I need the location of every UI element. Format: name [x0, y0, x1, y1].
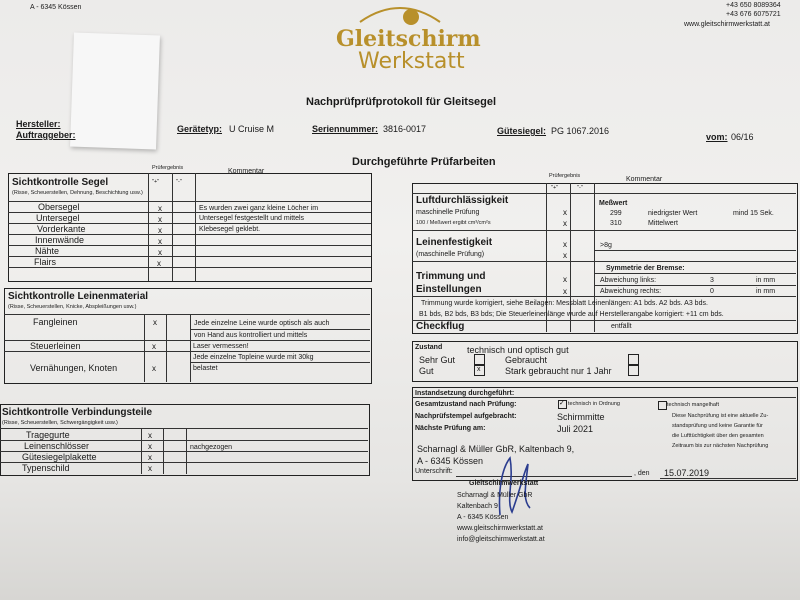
vom-value: 06/16: [731, 132, 754, 142]
zustand-sehr-gut: Sehr Gut: [419, 355, 456, 365]
disclaimer-line: Zeitraum bis zur nächsten Nachprüfung: [672, 443, 769, 449]
links-unit: in mm: [756, 277, 776, 284]
opt-in-ordnung-checkbox[interactable]: [558, 400, 567, 409]
zustand-gut: Gut: [419, 366, 434, 376]
luft-value-2: 310: [610, 220, 622, 227]
messwert-label: Meßwert: [599, 200, 628, 207]
page-title: Nachprüfprüfprotokoll für Gleitsegel: [306, 96, 497, 108]
leinen-subtitle: (Risse, Scheuerstellen, Knicke, Abspleißungen usw.): [8, 304, 137, 310]
luft-value-1-desc: niedrigster Wert: [648, 210, 698, 217]
rechts-label: Abweichung rechts:: [600, 288, 662, 295]
section-title: Durchgeführte Prüfarbeiten: [352, 156, 496, 168]
festigkeit-title: Leinenfestigkeit: [416, 237, 493, 248]
stamp-line: Scharnagl & Müller GbR: [457, 492, 533, 499]
segel-title: Sichtkontrolle Segel: [12, 177, 109, 188]
festigkeit-mark-1: x: [563, 240, 567, 249]
sticky-note-cover: [70, 33, 160, 150]
company-address: A - 6345 Kössen: [30, 4, 82, 11]
stempel-label: Nachprüfstempel aufgebracht:: [415, 413, 517, 420]
instand-company: Scharnagl & Müller GbR, Kaltenbach 9,: [417, 444, 575, 454]
disclaimer-line: die Lufttüchtigkeit über den gesamten: [672, 433, 764, 439]
trimmung-mark-2: x: [563, 287, 567, 296]
company-logo: [300, 0, 500, 80]
auftraggeber-label: Auftraggeber:: [16, 130, 76, 140]
opt-in-ordnung: technisch in Ordnung: [568, 401, 620, 407]
symmetrie-label: Symmetrie der Bremse:: [606, 265, 685, 272]
trimmung-note-2: B1 bds, B2 bds, B3 bds; Die Steuerleinenlänge wurde auf Herstellerangabe korrigiert: +11 cm bds.: [419, 311, 724, 318]
logo-line-1: Gleitschirm: [336, 26, 481, 52]
zustand-stark: Stark gebraucht nur 1 Jahr: [505, 366, 612, 376]
instand-title: Instandsetzung durchgeführt:: [415, 390, 515, 397]
stempel-value: Schirmmitte: [557, 412, 605, 422]
disclaimer-line: Diese Nachprüfung ist eine aktuelle Zu-: [672, 413, 769, 419]
zustand-stark-checkbox[interactable]: [628, 365, 639, 376]
zustand-header: technisch und optisch gut: [467, 345, 569, 355]
geraetetyp-label: Gerätetyp:: [177, 124, 223, 134]
luft-mark-2: x: [563, 219, 567, 228]
disclaimer-line: standsprüfung und keine Garantie für: [672, 423, 763, 429]
festigkeit-sub: (maschinelle Prüfung): [416, 251, 485, 258]
luft-sub2: 100 / Meßwert ergibt cm³/cm²s: [416, 220, 491, 226]
zustand-label: Zustand: [415, 344, 443, 351]
rechts-unit: in mm: [756, 288, 776, 295]
trimmung-mark-1: x: [563, 275, 567, 284]
naechste-label: Nächste Prüfung am:: [415, 425, 486, 432]
zustand-gebraucht: Gebraucht: [505, 355, 548, 365]
stamp-line: Gleitschirmwerkstatt: [469, 480, 539, 487]
stamp-line: www.gleitschirmwerkstatt.at: [457, 525, 543, 532]
left-minus: "-": [176, 179, 182, 185]
zustand-gebraucht-checkbox[interactable]: [628, 354, 639, 365]
check-icon: ✓: [559, 400, 565, 407]
links-value: 3: [710, 277, 714, 284]
left-kommentar-header: Kommentar: [228, 168, 265, 175]
left-pruefergebnis: Prüfergebnis: [152, 165, 184, 171]
seriennummer-value: 3816-0017: [383, 124, 427, 134]
trimmung-note-1: Trimmung wurde korrigiert, siehe Beilagen: Messblatt Leinenlängen: A1 bds. A2 bds. A3 bds.: [421, 300, 708, 307]
naechste-value: Juli 2021: [557, 424, 594, 434]
guetesiegel-label: Gütesiegel:: [497, 126, 547, 136]
zustand-gut-checkbox[interactable]: [474, 365, 485, 376]
luft-title: Luftdurchlässigkeit: [416, 195, 509, 206]
geraetetyp-value: U Cruise M: [229, 124, 275, 134]
vom-label: vom:: [706, 132, 728, 142]
segel-subtitle: (Risse, Scheuerstellen, Dehnung, Beschichtung usw.): [12, 190, 143, 196]
stamp-line: info@gleitschirmwerkstatt.at: [457, 536, 545, 543]
right-pruefergebnis: Prüfergebnis: [549, 173, 581, 179]
instand-city: A - 6345 Kössen: [417, 456, 484, 466]
right-kommentar-header: Kommentar: [626, 176, 663, 183]
links-label: Abweichung links:: [600, 277, 657, 284]
stamp-line: Kaltenbach 9: [457, 503, 498, 510]
luft-mark-1: x: [563, 208, 567, 217]
stamp-line: A - 6345 Kössen: [457, 514, 509, 521]
trimmung-title-2: Einstellungen: [416, 284, 482, 295]
phone-1: +43 650 8089364: [726, 2, 781, 9]
logo-line-2: Werkstatt: [358, 49, 465, 74]
checkflug-value: entfällt: [611, 323, 632, 330]
right-minus: "-": [577, 185, 583, 191]
checkflug-label: Checkflug: [416, 321, 465, 332]
luft-value-1: 299: [610, 210, 622, 217]
festigkeit-value: >8g: [600, 242, 612, 249]
date-prefix: , den: [634, 470, 650, 477]
zustand-gut-mark: x: [477, 366, 481, 373]
luft-min: mind 15 Sek.: [733, 210, 774, 217]
seriennummer-label: Seriennummer:: [312, 124, 379, 134]
right-plus: "+": [551, 185, 559, 191]
website: www.gleitschirmwerkstatt.at: [684, 21, 770, 28]
date-value: 15.07.2019: [664, 468, 710, 478]
opt-mangelhaft-checkbox[interactable]: [658, 401, 667, 410]
luft-sub1: maschinelle Prüfung: [416, 209, 480, 216]
verbindung-subtitle: (Risse, Scheuerstellen, Schwergängigkeit usw.): [2, 420, 118, 426]
festigkeit-mark-2: x: [563, 251, 567, 260]
leinen-title: Sichtkontrolle Leinenmaterial: [8, 291, 149, 302]
guetesiegel-value: PG 1067.2016: [551, 126, 610, 136]
luft-value-2-desc: Mittelwert: [648, 220, 678, 227]
trimmung-title-1: Trimmung und: [416, 271, 486, 282]
verbindung-title: Sichtkontrolle Verbindungsteile: [2, 407, 153, 418]
left-plus: "+": [152, 179, 160, 185]
rechts-value: 0: [710, 288, 714, 295]
hersteller-label: Hersteller:: [16, 119, 61, 129]
protocol-sheet: A - 6345 Kössen +43 650 8089364 +43 676 6075721 www.gleitschirmwerkstatt.at Gleitschirm Werkstatt Nachprüfprüfprotokoll für Gleitsegel Hersteller: Auftraggeber: Gerätetyp: U Cruise M Seriennummer: 3816-0017 Gütesiegel: PG 1067.2016 vom: 06/16 Durchgeführte Prüfarbeiten Prüfergebnis Kommentar "+" "-" Sichtkontrolle Segel (Risse, Scheuerstellen, Dehnung, Beschichtung usw.) Obersegel x Es wurden zwei ganz kleine Löcher im Untersegel x Untersegel festgestellt und mittels Vorderkante x Klebesegel geklebt. Innenwände x Nähte x Flairs x Sichtkontrolle Leinenmaterial (Risse, Scheuerstellen, Knicke, Abspleißungen usw.) Fangleinen x Jede einzelne Leine wurde optisch als auch von Hand aus kontrolliert und mittels Steuerleinen x Laser vermessen! Jede einzelne Topleine wurde mit 30kg Vernähungen, Knoten x belastet Sichtkontrolle Verbindungsteile (Risse, Scheuerstellen, Schwergängigkeit usw.) Tragegurte x Leinenschlösser x nachgezogen Gütesiegelplakette x Typenschild x Prüfergebnis Kommentar "+" "-" Luftdurchlässigkeit maschinelle Prüfung 100 / Meßwert ergibt cm³/cm²s x x Meßwert 299 niedrigster Wert mind 15 Sek. 310 Mittelwert Leinenfestigkeit (maschinelle Prüfung) x x >8g Trimmung und Einstellungen x x Symmetrie der Bremse: Abweichung links: 3 in mm Abweichung rechts: 0 in mm Trimmung wurde korrigiert, siehe Beilagen: Messblatt Leinenlängen: A1 bds. A2 bds. A3 bds. B1 bds, B2 bds, B3 bds; Die Steuerleinenlänge wurde auf Herstellerangabe korrigiert: +11 cm bds. Checkflug entfällt Zustand technisch und optisch gut Sehr Gut Gebraucht Gut x Stark gebraucht nur 1 Jahr Instandsetzung durchgeführt: Gesamtzustand nach Prüfung: ✓ technisch in Ordnung technisch mangelhaft Nachprüfstempel aufgebracht: Schirmmitte Nächste Prüfung am: Juli 2021 Scharnagl & Müller GbR, Kaltenbach 9, A - 6345 Kössen Unterschrift: , den 15.07.2019 Diese Nachprüfung ist eine aktuelle Zu- standsprüfung und keine Garantie für die Lufttüchtigkeit über den gesamten Zeitraum bis zur nächsten Nachprüfung Gleitschirmwerkstatt Scharnagl & Müller GbR Kaltenbach 9 A - 6345 Kössen www.gleitschirmwerkstatt.at info@gleitschirmwerkstatt.at: [0, 0, 800, 600]
opt-mangelhaft: technisch mangelhaft: [667, 402, 719, 408]
zustand-sehr-gut-checkbox[interactable]: [474, 354, 485, 365]
gesamt-label: Gesamtzustand nach Prüfung:: [415, 401, 517, 408]
phone-2: +43 676 6075721: [726, 11, 781, 18]
unterschrift-label: Unterschrift:: [415, 468, 453, 475]
